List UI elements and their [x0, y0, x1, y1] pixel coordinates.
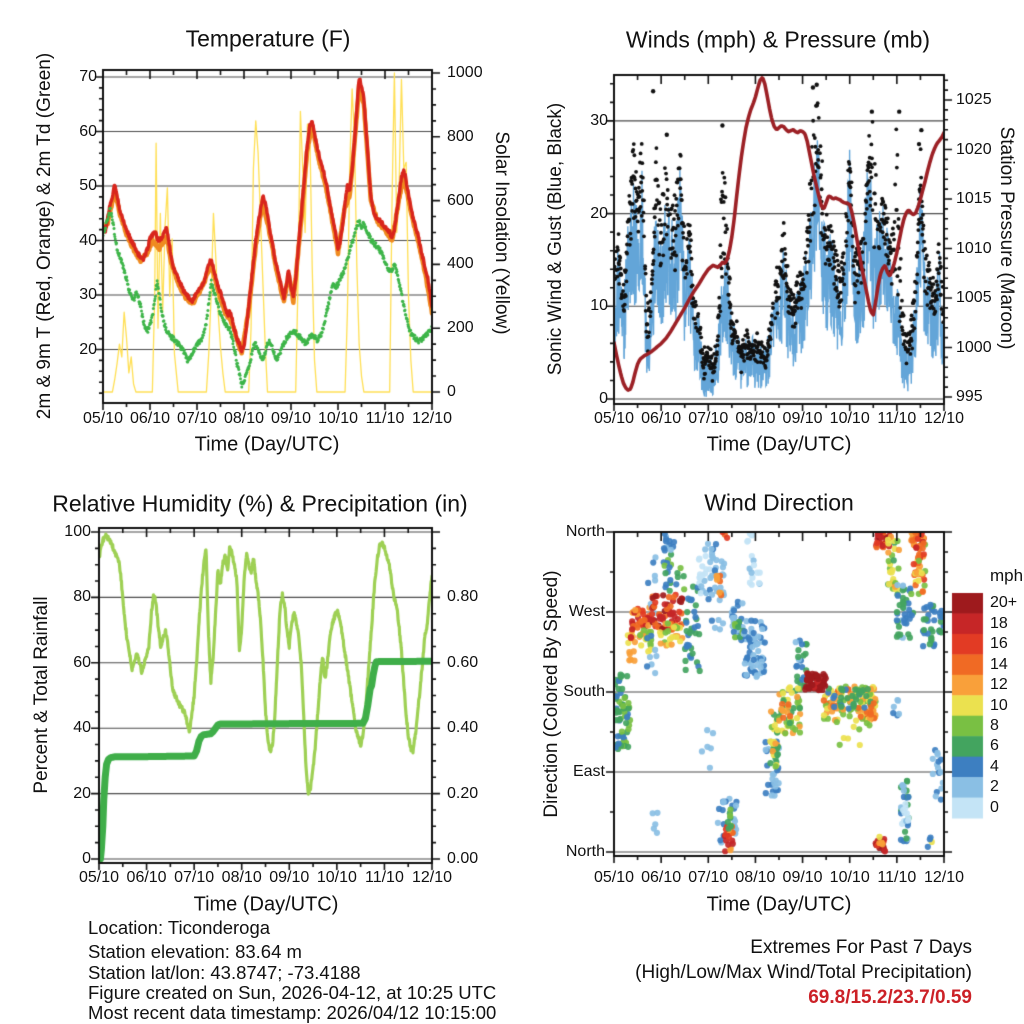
p1-right-axis-label: Solar Insolation (Yellow)	[491, 131, 512, 335]
p3-y-tick-label: 60	[73, 653, 91, 671]
p1-x-tick-label: 08/10	[223, 410, 265, 427]
p1-right-tick-label: 400	[447, 255, 474, 273]
wind-direction-chart-title: Wind Direction	[704, 489, 854, 516]
p1-right-tick-label: 200	[447, 319, 474, 337]
p4-direction-tick-label: South	[563, 683, 605, 700]
p2-y-tick-label: 30	[590, 111, 608, 129]
p1-x-tick-label: 07/10	[176, 410, 218, 427]
footer-location: Location: Ticonderoga	[88, 917, 271, 938]
p2-x-tick-label: 10/10	[829, 410, 870, 427]
p4-x-tick-label: 10/10	[829, 869, 870, 886]
p1-y-tick-label: 50	[79, 177, 97, 194]
p1-x-tick-label: 11/10	[365, 410, 405, 427]
colorbar-tick-label: 20+	[990, 594, 1018, 612]
p4-x-axis-label: Time (Day/UTC)	[706, 893, 852, 916]
winds-pressure-chart-title: Winds (mph) & Pressure (mb)	[625, 26, 931, 53]
p2-x-tick-label: 07/10	[688, 410, 729, 427]
p3-x-tick-label: 07/10	[174, 869, 215, 886]
p3-x-tick-label: 05/10	[78, 869, 120, 886]
colorbar-tick-label: 14	[990, 655, 1008, 673]
p1-right-tick-label: 600	[447, 191, 474, 209]
p2-right-tick-label: 1005	[956, 289, 992, 306]
p3-x-tick-label: 12/10	[411, 869, 453, 886]
p1-left-axis-label: 2m & 9m T (Red, Orange) & 2m Td (Green)	[34, 52, 55, 420]
colorbar-tick-label: 18	[990, 614, 1008, 632]
p3-y-tick-label: 20	[73, 784, 91, 802]
footer-created: Figure created on Sun, 2026-04-12, at 10:25 UTC	[88, 982, 497, 1003]
colorbar-tick-label: 0	[990, 798, 999, 816]
p1-y-tick-label: 70	[79, 68, 97, 85]
p1-x-axis-label: Time (Day/UTC)	[194, 433, 340, 456]
p3-right-tick-label: 0.60	[447, 653, 479, 671]
p2-y-tick-label: 20	[590, 204, 608, 222]
p3-x-tick-label: 11/10	[364, 869, 404, 886]
extremes-values: 69.8/15.2/23.7/0.59	[808, 987, 972, 1008]
colorbar-tick-label: 6	[990, 737, 999, 755]
p4-x-tick-label: 11/10	[877, 869, 917, 886]
p2-y-tick-label: 0	[599, 390, 608, 407]
p1-right-tick-label: 0	[447, 383, 456, 400]
colorbar-title: mph	[990, 566, 1024, 585]
p2-x-tick-label: 12/10	[923, 410, 965, 427]
p3-left-axis-label: Percent & Total Rainfall	[31, 596, 52, 794]
p1-x-tick-label: 05/10	[82, 410, 124, 427]
p3-right-tick-label: 0.20	[447, 784, 479, 802]
colorbar-tick-label: 4	[990, 757, 999, 775]
p3-y-tick-label: 80	[73, 588, 91, 606]
p3-x-axis-label: Time (Day/UTC)	[193, 893, 339, 916]
p1-right-tick-label: 1000	[447, 64, 483, 81]
p2-y-tick-label: 10	[590, 297, 608, 315]
temperature-chart-title: Temperature (F)	[185, 25, 351, 52]
p3-right-tick-label: 0.80	[447, 588, 479, 606]
colorbar-tick-label: 16	[990, 635, 1008, 653]
p2-x-tick-label: 08/10	[735, 410, 776, 427]
p1-y-tick-label: 20	[79, 340, 97, 358]
p4-x-tick-label: 12/10	[923, 869, 965, 886]
p4-direction-tick-label: West	[568, 603, 605, 620]
p2-right-tick-label: 1025	[956, 91, 992, 108]
p3-x-tick-label: 10/10	[316, 869, 357, 886]
p4-x-tick-label: 07/10	[688, 869, 729, 886]
colorbar-tick-label: 2	[990, 778, 999, 796]
p3-right-tick-label: 0.00	[447, 850, 479, 867]
humidity-precip-chart-title: Relative Humidity (%) & Precipitation (in)	[52, 490, 468, 517]
p4-x-tick-label: 09/10	[782, 869, 823, 886]
p3-right-tick-label: 0.40	[447, 719, 479, 737]
footer-elevation: Station elevation: 83.64 m	[88, 941, 302, 962]
p2-right-tick-label: 995	[956, 388, 983, 405]
p2-right-tick-label: 1000	[956, 338, 992, 356]
p4-direction-tick-label: North	[565, 523, 605, 540]
p2-x-tick-label: 11/10	[877, 410, 917, 427]
p2-right-tick-label: 1020	[956, 140, 992, 158]
p1-x-tick-label: 06/10	[129, 410, 171, 427]
colorbar-tick-label: 10	[990, 696, 1008, 714]
p1-y-tick-label: 30	[79, 286, 97, 303]
p3-y-tick-label: 100	[64, 523, 91, 540]
footer-timestamp: Most recent data timestamp: 2026/04/12 10:15:00	[88, 1002, 497, 1023]
p1-x-tick-label: 09/10	[270, 410, 312, 427]
p2-x-tick-label: 09/10	[782, 410, 823, 427]
p2-x-tick-label: 05/10	[593, 410, 635, 427]
p4-x-tick-label: 05/10	[593, 869, 635, 886]
p4-direction-tick-label: East	[572, 763, 605, 780]
p2-left-axis-label: Sonic Wind & Gust (Blue, Black)	[545, 102, 566, 376]
p4-left-axis-label: Direction (Colored By Speed)	[541, 570, 562, 818]
extremes-subtitle: (High/Low/Max Wind/Total Precipitation)	[635, 962, 972, 983]
extremes-title: Extremes For Past 7 Days	[750, 937, 972, 958]
p1-x-tick-label: 10/10	[317, 410, 359, 427]
p2-right-tick-label: 1010	[956, 239, 992, 257]
colorbar-tick-label: 12	[990, 676, 1008, 694]
footer-latlon: Station lat/lon: 43.8747; -73.4188	[88, 962, 361, 983]
p2-x-axis-label: Time (Day/UTC)	[706, 433, 852, 456]
p3-x-tick-label: 06/10	[126, 869, 167, 886]
p1-y-tick-label: 40	[79, 231, 97, 249]
colorbar-tick-label: 8	[990, 716, 999, 734]
p3-y-tick-label: 40	[73, 719, 91, 737]
p4-direction-tick-label: North	[565, 843, 605, 860]
p3-x-tick-label: 08/10	[221, 869, 262, 886]
p4-x-tick-label: 06/10	[641, 869, 682, 886]
p2-right-tick-label: 1015	[956, 190, 992, 207]
p3-x-tick-label: 09/10	[269, 869, 310, 886]
p1-y-tick-label: 60	[79, 122, 97, 140]
p4-x-tick-label: 08/10	[735, 869, 776, 886]
p2-x-tick-label: 06/10	[641, 410, 682, 427]
p1-right-tick-label: 800	[447, 127, 474, 145]
p3-y-tick-label: 0	[82, 850, 91, 867]
p1-x-tick-label: 12/10	[411, 410, 453, 427]
p2-right-axis-label: Station Pressure (Maroon)	[996, 126, 1017, 350]
